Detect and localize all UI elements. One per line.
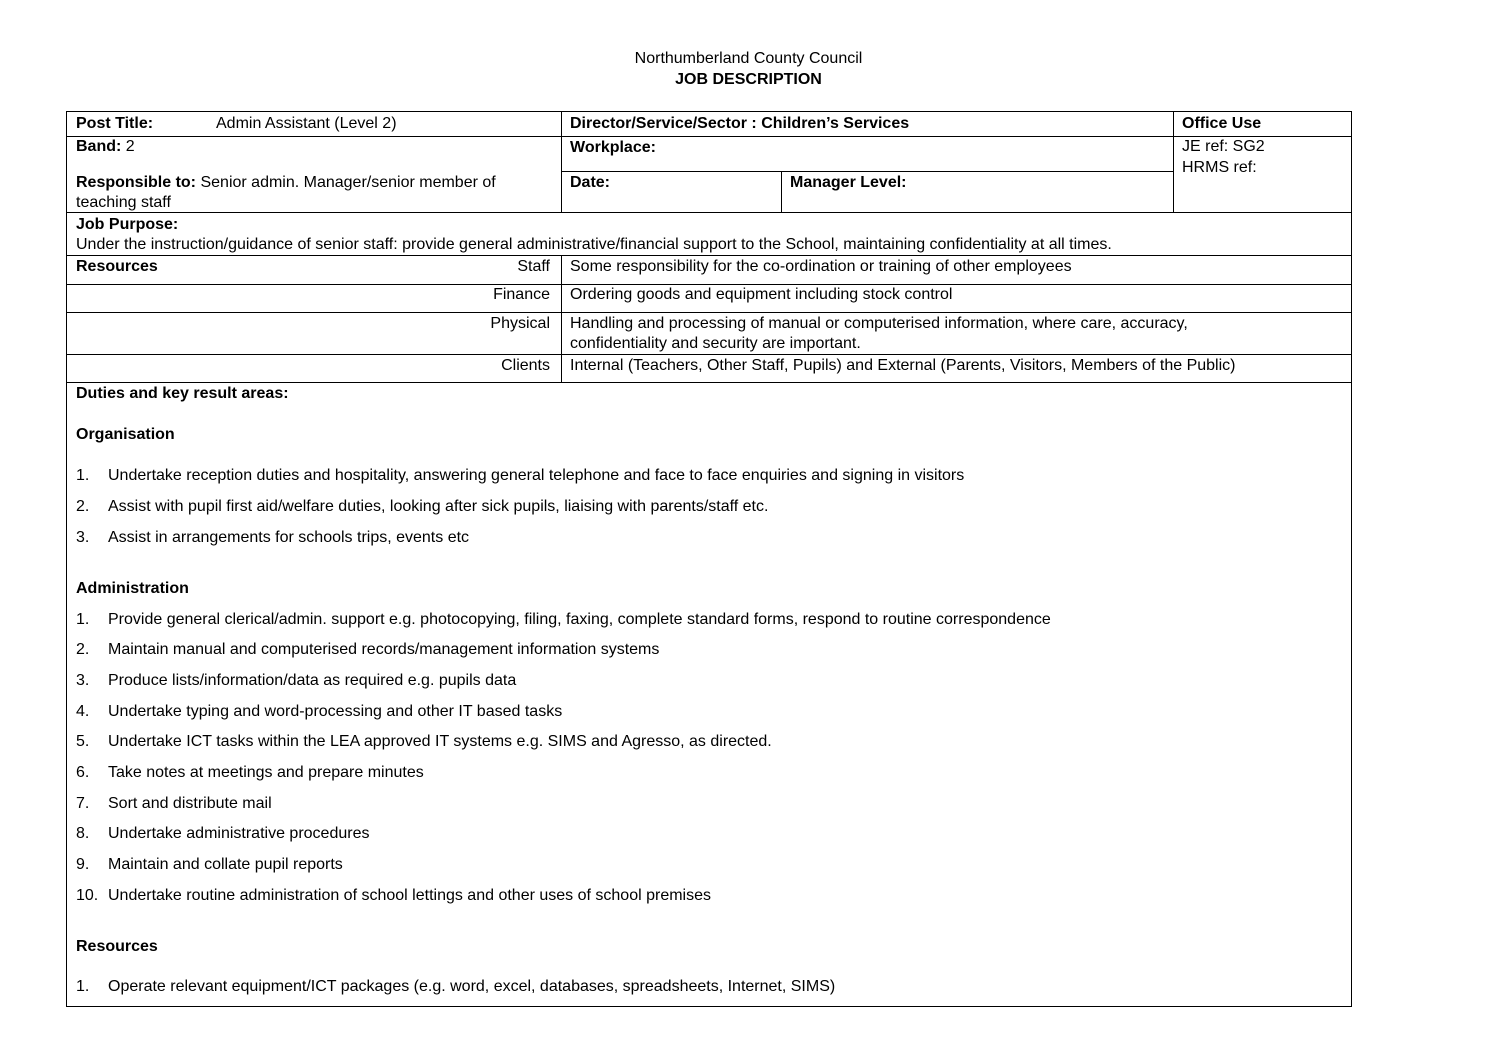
office-use-label: Office Use [1182,115,1262,132]
row-divider [67,312,1351,313]
list-item-number: 7. [76,795,90,812]
responsible-to-field [76,173,496,192]
list-item-text: Provide general clerical/admin. support e.g. photocopying, filing, faxing, complete standard forms, respond to routine correspondence [108,611,1051,628]
list-item-number: 8. [76,825,90,842]
director-service-label: Director/Service/Sector : Children’s Services [570,115,910,132]
section-title-resources: Resources [76,938,158,955]
list-item-text: Maintain manual and computerised records/management information systems [108,641,660,658]
column-divider [561,112,562,212]
post-title-value: Admin Assistant (Level 2) [216,115,397,132]
list-item-number: 5. [76,733,90,750]
list-item-text: Operate relevant equipment/ICT packages (e.g. word, excel, databases, spreadsheets, Internet, SIMS) [108,978,836,995]
band-field [76,137,135,156]
manager-level-label: Manager Level: [790,174,907,191]
row-divider [67,354,1351,355]
list-item-number: 9. [76,856,90,873]
list-item-text: Produce lists/information/data as required e.g. pupils data [108,672,517,689]
list-item-text: Maintain and collate pupil reports [108,856,343,873]
list-item-text: Assist with pupil first aid/welfare duties, looking after sick pupils, liaising with parents/staff etc. [108,498,769,515]
row-divider [67,255,1351,256]
list-item-text: Take notes at meetings and prepare minutes [108,764,424,781]
list-item-text: Undertake reception duties and hospitality, answering general telephone and face to face enquiries and signing in visitors [108,467,965,484]
column-divider [1173,112,1174,212]
row-divider [67,212,1351,213]
band-label: Band: [76,138,122,155]
list-item-number: 2. [76,641,90,658]
list-item-number: 6. [76,764,90,781]
resource-text-physical-cont: confidentiality and security are important. [570,335,861,352]
list-item-text: Undertake routine administration of school lettings and other uses of school premises [108,887,711,904]
resource-name-clients: Clients [501,357,550,374]
row-divider [67,382,1351,383]
job-purpose-label: Job Purpose: [76,216,179,233]
resource-text-staff: Some responsibility for the co-ordination or training of other employees [570,258,1072,275]
list-item-text: Assist in arrangements for schools trips, events etc [108,529,470,546]
list-item-text: Undertake typing and word-processing and other IT based tasks [108,703,563,720]
list-item-number: 1. [76,467,90,484]
list-item-number: 3. [76,529,90,546]
list-item-number: 2. [76,498,90,515]
list-item-number: 1. [76,611,90,628]
column-divider [781,171,782,212]
resource-text-physical: Handling and processing of manual or computerised information, where care, accuracy, [570,315,1188,332]
je-ref: JE ref: SG2 [1182,138,1265,155]
duties-heading: Duties and key result areas: [76,385,289,402]
hrms-ref: HRMS ref: [1182,159,1257,176]
list-item-number: 1. [76,978,90,995]
row-divider [561,171,1173,172]
list-item-text: Undertake ICT tasks within the LEA approved IT systems e.g. SIMS and Agresso, as directed. [108,733,772,750]
responsible-to-value: Senior admin. Manager/senior member of [200,174,496,191]
resource-text-clients: Internal (Teachers, Other Staff, Pupils) and External (Parents, Visitors, Members of the Public) [570,357,1236,374]
list-item-text: Sort and distribute mail [108,795,272,812]
list-item-number: 4. [76,703,90,720]
resource-text-finance: Ordering goods and equipment including stock control [570,286,953,303]
band-value: 2 [125,138,135,155]
section-title-organisation: Organisation [76,426,175,443]
column-divider [561,255,562,382]
document-title: JOB DESCRIPTION [675,71,822,88]
row-divider [67,136,1351,137]
responsible-to-value-cont: teaching staff [76,194,171,211]
list-item-text: Undertake administrative procedures [108,825,370,842]
workplace-label: Workplace: [570,139,656,156]
list-item-number: 3. [76,672,90,689]
section-title-administration: Administration [76,580,189,597]
resource-name-staff: Staff [517,258,550,275]
post-title-label: Post Title: [76,115,154,132]
resource-name-physical: Physical [490,315,550,332]
list-item-number: 10. [76,887,99,904]
organisation-name: Northumberland County Council [634,50,863,67]
responsible-to-label: Responsible to: [76,174,197,191]
job-purpose-text: Under the instruction/guidance of senior staff: provide general administrative/financial support to the School, maintaining confidentiality at all times. [76,236,1112,253]
date-label: Date: [570,174,611,191]
resources-label: Resources [76,258,158,275]
resource-name-finance: Finance [493,286,550,303]
